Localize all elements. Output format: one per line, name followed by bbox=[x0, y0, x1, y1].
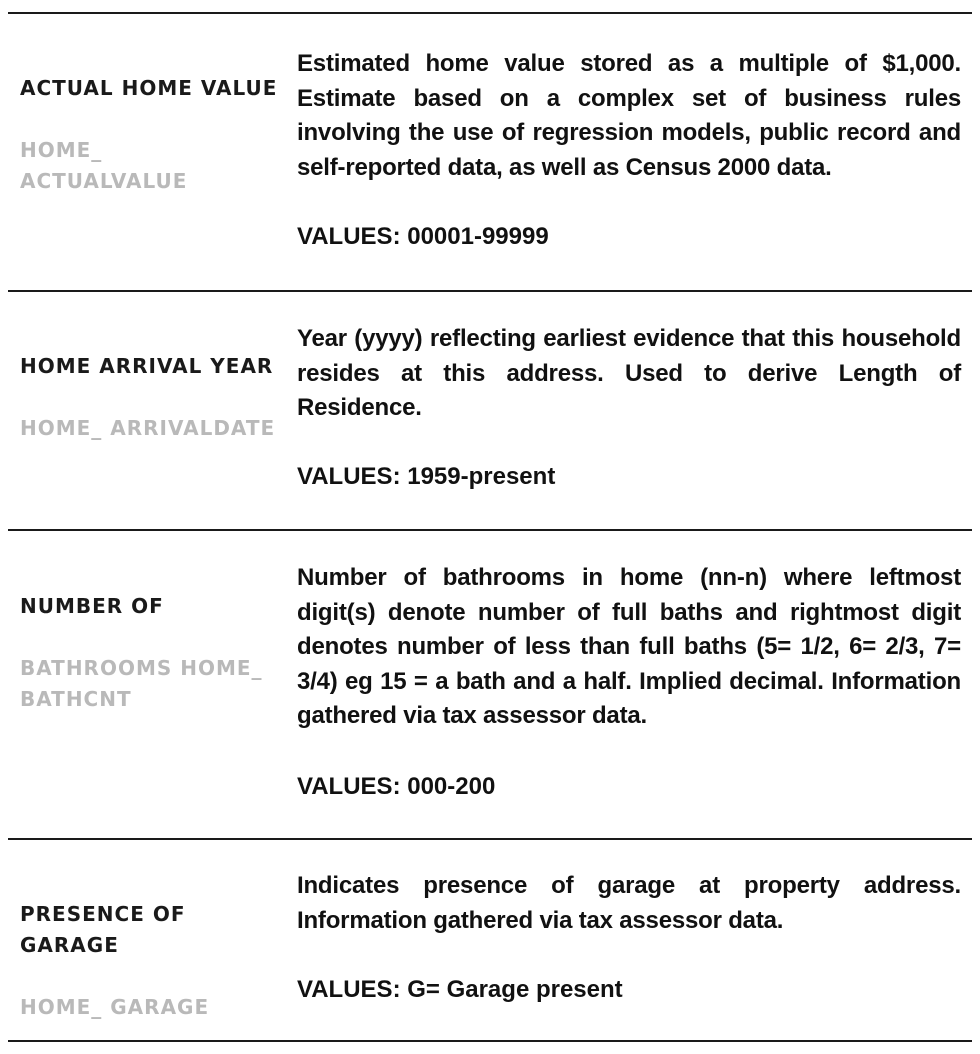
top-divider bbox=[8, 12, 972, 14]
section-divider bbox=[8, 838, 972, 840]
field-code: HOME_ ARRIVALDATE bbox=[20, 416, 276, 440]
field-name-home-arrival-year bbox=[20, 320, 282, 475]
field-label: NUMBER OF bbox=[20, 594, 164, 618]
description-text: Indicates presence of garage at property address. Information gathered via tax assessor data. bbox=[297, 872, 961, 934]
field-label: ACTUAL HOME VALUE bbox=[20, 76, 278, 100]
description-text: Estimated home value stored as a multiple of $1,000. Estimate based on a complex set of business rules involving the use of regression models, public record and self-reported data, as well as Census 2000 data. bbox=[297, 50, 961, 181]
field-values: VALUES: 1959-present bbox=[297, 463, 556, 490]
field-description bbox=[297, 47, 961, 185]
description-text: Year (yyyy) reflecting earliest evidence that this household resides at this address. Used to derive Length of Residence. bbox=[297, 325, 961, 421]
field-name-presence-of-garage bbox=[20, 868, 282, 1054]
field-name-number-of-bathrooms bbox=[20, 560, 282, 746]
field-code: HOME_ GARAGE bbox=[20, 995, 210, 1019]
description-text: Number of bathrooms in home (nn-n) where leftmost digit(s) denote number of full baths and rightmost digit denotes number of less than full baths (5= 1/2, 6= 2/3, 7= 3/4) eg 15 = a bath and a half. Implied decimal. Information gathered via tax assessor data. bbox=[297, 564, 961, 729]
field-label: PRESENCE OF GARAGE bbox=[20, 902, 186, 957]
field-description bbox=[297, 322, 961, 426]
field-values: VALUES: G= Garage present bbox=[297, 976, 623, 1003]
field-description bbox=[297, 869, 961, 938]
field-code: HOME_ ACTUALVALUE bbox=[20, 138, 188, 193]
field-values: VALUES: 00001-99999 bbox=[297, 223, 549, 250]
field-description bbox=[297, 561, 961, 734]
field-code: BATHROOMS HOME_ BATHCNT bbox=[20, 656, 263, 711]
field-values: VALUES: 000-200 bbox=[297, 773, 496, 800]
section-divider bbox=[8, 529, 972, 531]
section-divider bbox=[8, 290, 972, 292]
field-name-actual-home-value bbox=[20, 42, 282, 228]
field-label: HOME ARRIVAL YEAR bbox=[20, 354, 274, 378]
